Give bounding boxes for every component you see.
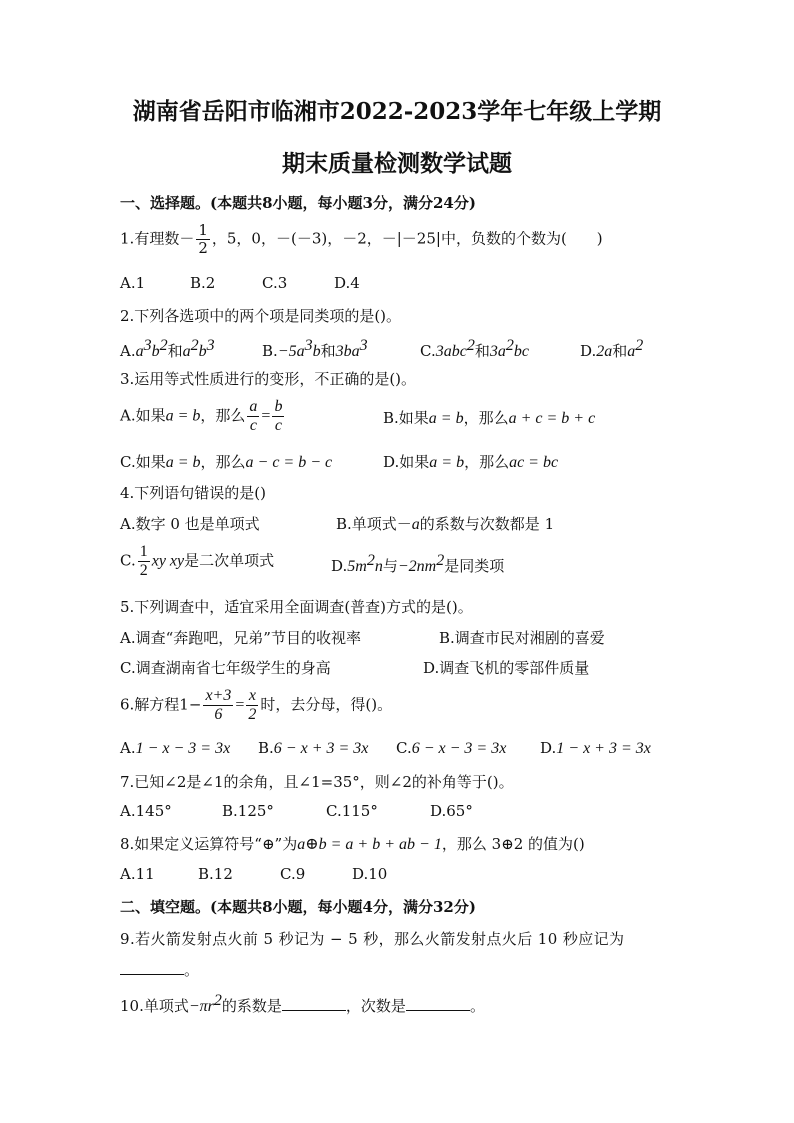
q2-c-and: 和 [474, 342, 490, 360]
q9-end: 。 [184, 961, 200, 979]
q3-d-then: ，那么 [464, 453, 510, 471]
q4-c-frac-den: 2 [139, 562, 148, 579]
q4-c-label: C. [120, 551, 136, 570]
q2-c-term3: bc [513, 343, 529, 360]
q6-rest: 时，去分母，得()。 [260, 695, 393, 714]
q6-c-label: C. [396, 739, 412, 757]
q3-option-d [383, 451, 558, 472]
question-6 [120, 687, 392, 724]
q3-d-prefix: D.如果 [383, 453, 430, 471]
q4-c-frac [138, 543, 150, 580]
q10-mid2: ，次数是 [345, 997, 406, 1015]
q2-b-term2: b [312, 343, 321, 360]
q2-a-exp2: 2 [159, 337, 168, 354]
q3-a-cond: a = b [165, 407, 201, 425]
q6-option-d [540, 739, 651, 758]
q2-c-term2: 3a [489, 343, 506, 360]
q2-d-label: D. [580, 342, 597, 360]
q5-option-b: B.调查市民对湘剧的喜爱 [439, 629, 605, 647]
q4-option-b [336, 513, 554, 534]
q6-d-label: D. [540, 739, 557, 757]
q3-a-frac2 [272, 398, 284, 435]
q2-b-exp3: 3 [359, 337, 368, 354]
title-line-1: 湖南省岳阳市临湘市2022-2023学年七年级上学期 [132, 98, 662, 125]
q3-a-frac2-num: b [274, 398, 283, 415]
q4-d-mid: 与 [382, 557, 398, 575]
q2-b-term3: 3ba [335, 343, 360, 360]
q3-a-frac1-num: a [249, 398, 258, 415]
q10-coefficient-blank[interactable] [282, 996, 346, 1011]
q2-d-exp2: 2 [635, 337, 644, 354]
q3-d-cond: a = b [429, 454, 465, 471]
q10-mid: 的系数是 [221, 997, 282, 1015]
q4-option-a: A.数字 0 也是单项式 [120, 515, 260, 533]
section-2-heading: 二、填空题。(本题共8小题，每小题4分，满分32分) [120, 898, 476, 916]
q2-option-d [580, 337, 643, 361]
q2-d-term1: 2a [596, 343, 613, 360]
q10-expr-exp: 2 [213, 992, 222, 1009]
q2-b-term1: −5a [277, 343, 305, 360]
q4-d-rest: 是同类项 [444, 557, 505, 575]
q3-a-then: ，那么 [200, 406, 246, 425]
q1-option-c: C.3 [262, 274, 288, 292]
q3-b-then: ，那么 [463, 409, 509, 427]
question-1 [120, 222, 603, 257]
q2-b-exp1: 3 [304, 337, 313, 354]
q4-d-exp3: 2 [436, 552, 445, 569]
q6-d-expr: 1 − x + 3 = 3x [556, 740, 651, 757]
q2-a-term3: a [182, 343, 191, 360]
q4-b-rest: 的系数与次数都是 1 [419, 515, 555, 533]
q6-eq: = [235, 696, 245, 714]
q3-b-result: a + c = b + c [508, 410, 596, 427]
q3-c-prefix: C.如果 [120, 453, 166, 471]
q4-b-var: a [411, 516, 420, 533]
q4-d-term3: −2nm [397, 558, 437, 575]
q1-fraction [196, 222, 210, 257]
q5-option-d: D.调查飞机的零部件质量 [423, 659, 590, 677]
q2-a-exp3: 2 [190, 337, 199, 354]
q6-frac2 [246, 687, 258, 724]
q2-a-term1: a [135, 343, 144, 360]
q7-option-d: D.65° [430, 802, 473, 820]
q2-a-term2: b [151, 343, 160, 360]
q2-b-and: 和 [320, 342, 336, 360]
section-1-heading: 一、选择题。(本题共8小题，每小题3分，满分24分) [120, 194, 476, 212]
q4-option-c [120, 543, 274, 580]
q7-option-c: C.115° [326, 802, 378, 820]
q3-c-result: a − c = b − c [245, 454, 333, 471]
q2-c-exp2: 2 [505, 337, 514, 354]
q2-option-a [120, 337, 215, 361]
q3-stem: 3.运用等式性质进行的变形，不正确的是()。 [120, 370, 417, 388]
q8-formula: a⊕b = a + b + ab − 1 [297, 836, 442, 853]
q9-line-2 [120, 959, 199, 980]
q3-option-a [120, 398, 286, 435]
q4-d-exp1: 2 [366, 552, 375, 569]
q2-d-and: 和 [612, 342, 628, 360]
q1-option-d: D.4 [334, 274, 360, 292]
q3-d-result: ac = bc [509, 454, 559, 471]
q6-a-label: A. [120, 739, 136, 757]
q4-c-expr: xy xy [151, 552, 185, 570]
q5-option-c: C.调查湖南省七年级学生的身高 [120, 659, 331, 677]
q7-stem: 7.已知∠2是∠1的余角，且∠1=35°，则∠2的补角等于()。 [120, 773, 514, 791]
question-8 [120, 833, 585, 854]
q1-rest: ，5，0，－(－3)，－2，－|－25|中，负数的个数为( ) [211, 229, 603, 248]
q3-option-c [120, 451, 332, 472]
q10-degree-blank[interactable] [406, 996, 470, 1011]
q6-b-expr: 6 − x + 3 = 3x [273, 740, 369, 757]
q8-option-c: C.9 [280, 865, 306, 883]
q1-frac-num: 1 [198, 221, 208, 239]
title-line-2: 期末质量检测数学试题 [282, 150, 512, 177]
q2-c-label: C. [420, 342, 436, 360]
q10-expr: −πr [188, 998, 214, 1015]
q3-option-b [383, 407, 595, 428]
q3-a-frac1-den: c [249, 417, 257, 434]
q2-stem: 2.下列各选项中的两个项是同类项的是()。 [120, 307, 402, 325]
q6-option-b [258, 739, 368, 758]
q8-prefix: 8.如果定义运算符号“⊕”为 [120, 835, 298, 853]
q1-number: 1. [120, 229, 135, 248]
q2-c-term1: 3abc [435, 343, 467, 360]
q7-option-a: A.145° [120, 802, 172, 820]
q8-option-d: D.10 [352, 865, 388, 883]
q2-a-term4: b [198, 343, 207, 360]
q5-option-a: A.调查“奔跑吧，兄弟”节目的收视率 [120, 629, 361, 647]
q6-frac1-den: 6 [214, 706, 223, 723]
q4-d-term2: n [374, 558, 383, 575]
q2-a-and: 和 [167, 342, 183, 360]
q3-a-eq: = [261, 407, 271, 425]
q2-a-exp1: 3 [143, 337, 152, 354]
q6-a-expr: 1 − x − 3 = 3x [135, 740, 231, 757]
q3-b-prefix: B.如果 [383, 409, 429, 427]
q3-a-prefix: A.如果 [120, 406, 166, 425]
q2-b-label: B. [262, 342, 278, 360]
q4-c-frac-num: 1 [139, 543, 148, 560]
q6-frac1 [203, 687, 233, 724]
q10-end: 。 [469, 997, 485, 1015]
q4-option-d [331, 552, 504, 576]
q2-c-exp1: 2 [466, 337, 475, 354]
q2-option-c [420, 337, 529, 361]
q6-frac2-den: 2 [248, 706, 257, 723]
q9-line-1: 9.若火箭发射点火前 5 秒记为 − 5 秒，那么火箭发射点火后 10 秒应记为 [120, 930, 625, 948]
q6-b-label: B. [258, 739, 274, 757]
q3-a-frac2-den: c [274, 417, 282, 434]
q8-rest: ，那么 3⊕2 的值为() [441, 835, 585, 853]
q1-option-b: B.2 [190, 274, 216, 292]
q6-option-c [396, 739, 506, 758]
question-10 [120, 992, 485, 1016]
q4-stem: 4.下列语句错误的是() [120, 484, 267, 502]
q3-a-frac1 [247, 398, 259, 435]
q3-c-then: ，那么 [200, 453, 246, 471]
q2-d-term2: a [627, 343, 636, 360]
q9-answer-blank[interactable] [120, 960, 184, 975]
q2-a-label: A. [120, 342, 136, 360]
q3-c-cond: a = b [165, 454, 201, 471]
q4-c-rest: 是二次单项式 [184, 551, 275, 570]
q2-a-exp4: 3 [206, 337, 215, 354]
q1-prefix: 有理数－ [134, 229, 195, 248]
q4-b-prefix: B.单项式－ [336, 515, 412, 533]
q6-option-a [120, 739, 230, 758]
q8-option-b: B.12 [198, 865, 233, 883]
q10-prefix: 10.单项式 [120, 997, 189, 1015]
q6-frac1-num: x+3 [205, 687, 232, 704]
q6-c-expr: 6 − x − 3 = 3x [411, 740, 507, 757]
q1-option-a: A.1 [120, 274, 146, 292]
q5-stem: 5.下列调查中，适宜采用全面调查(普查)方式的是()。 [120, 598, 473, 616]
q8-option-a: A.11 [120, 865, 155, 883]
q6-frac2-num: x [246, 687, 258, 706]
q4-d-term1: 5m [347, 558, 367, 575]
q3-b-cond: a = b [428, 410, 464, 427]
q2-option-b [262, 337, 368, 361]
q7-option-b: B.125° [222, 802, 274, 820]
q6-prefix: 6.解方程1− [120, 695, 202, 714]
q4-d-label: D. [331, 557, 348, 575]
q1-frac-den: 2 [198, 239, 208, 257]
